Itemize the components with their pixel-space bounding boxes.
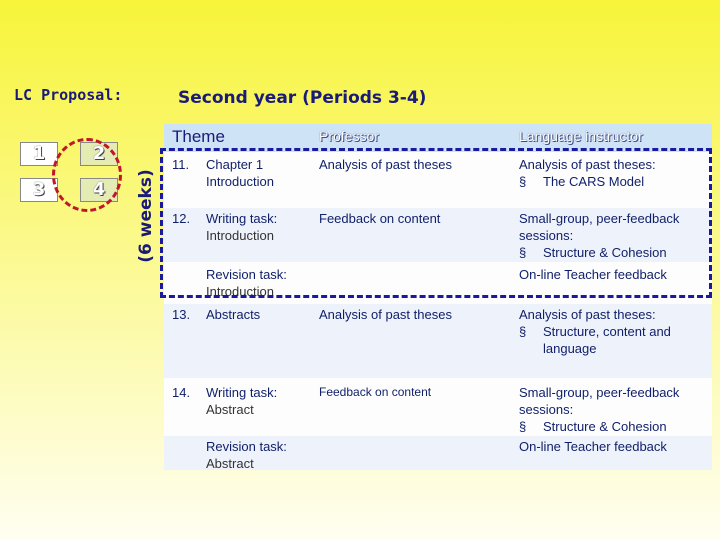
row-language: On-line Teacher feedback: [519, 439, 667, 454]
row-number: 12.: [172, 211, 191, 226]
period-box-3: 3: [20, 178, 58, 202]
row-language: On-line Teacher feedback: [519, 267, 667, 282]
row-topic: Revision task: Introduction: [206, 267, 287, 299]
row-number: 11.: [172, 157, 190, 172]
period-highlight-circle: [52, 138, 122, 212]
periods-dashed-frame: [160, 148, 712, 298]
row-topic: Abstracts: [206, 307, 261, 322]
lc-proposal-title: LC Proposal:: [14, 86, 123, 104]
row-topic: Writing task: Abstract: [206, 385, 278, 417]
row-number: 14.: [172, 385, 191, 400]
row-professor: Analysis of past theses: [319, 307, 452, 322]
row-topic: Revision task: Abstract: [206, 439, 287, 471]
header-professor: Professor: [319, 128, 379, 144]
row-professor: Feedback on content: [319, 385, 432, 399]
row-number: 13.: [172, 307, 191, 322]
period-box-4: 4: [80, 178, 118, 202]
table-row: [164, 378, 712, 436]
weeks-label: (6 weeks): [136, 169, 156, 263]
row-topic: Chapter 1 Introduction: [206, 157, 274, 189]
row-language: Small-group, peer-feedback sessions: § Structure & Cohesion: [519, 385, 680, 434]
row-language: Analysis of past theses: § The CARS Model: [519, 157, 656, 189]
header-theme: Theme: [172, 127, 225, 146]
table-row: [164, 304, 712, 378]
row-professor: Analysis of past theses: [319, 157, 452, 172]
row-language: Analysis of past theses: § Structure, content and language: [519, 307, 671, 356]
table-row: [164, 436, 712, 470]
row-language: Small-group, peer-feedback sessions: § Structure & Cohesion: [519, 211, 680, 260]
row-topic: Writing task: Introduction: [206, 211, 278, 243]
period-box-1: 1: [20, 142, 58, 166]
header-language-instructor: Language instructor: [519, 128, 643, 144]
period-box-2: 2: [80, 142, 118, 166]
row-professor: Feedback on content: [319, 211, 441, 226]
second-year-title: Second year (Periods 3-4): [178, 88, 427, 108]
